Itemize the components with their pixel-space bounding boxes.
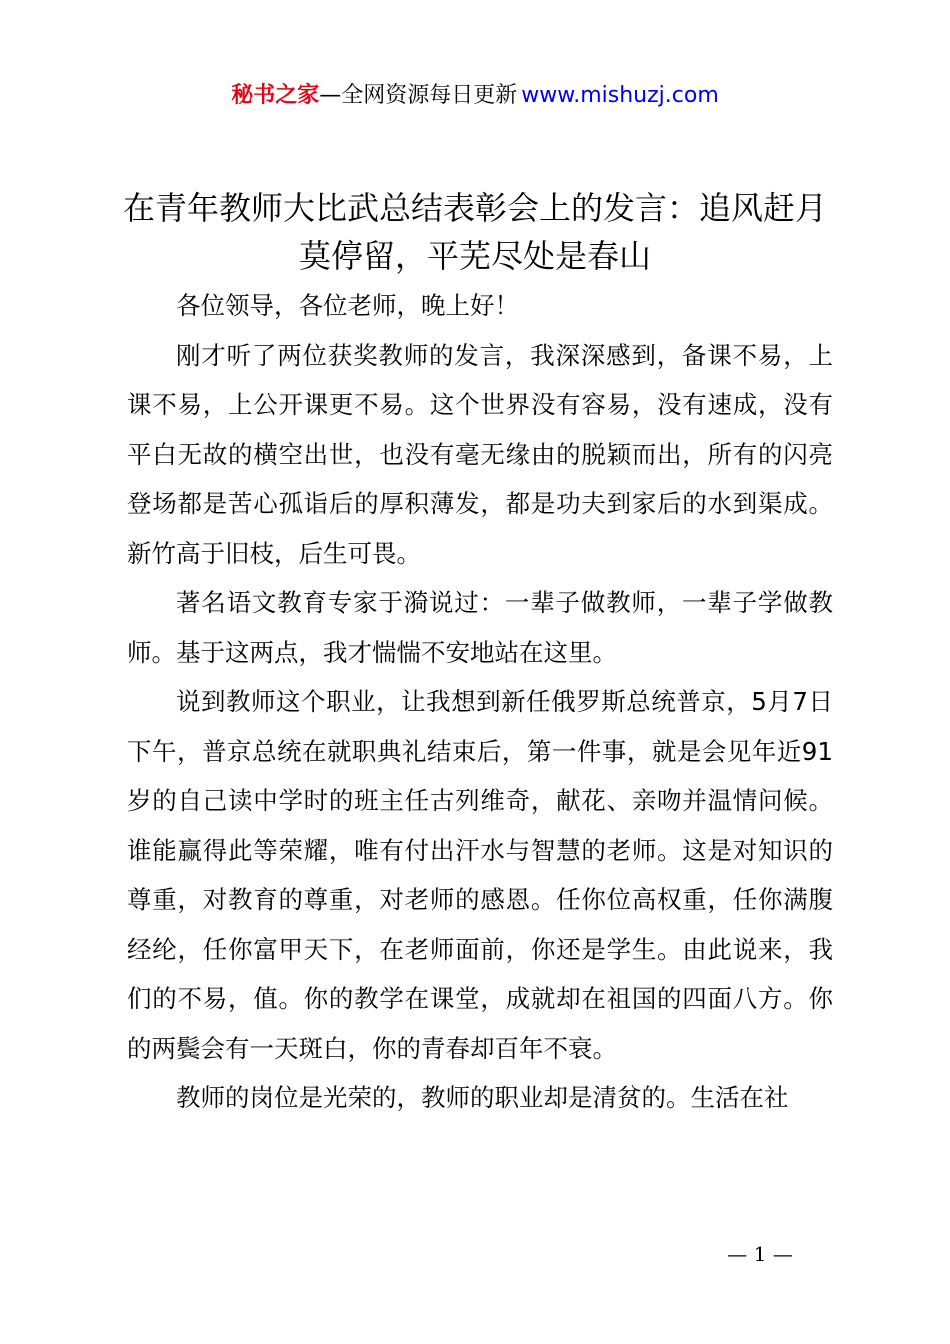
paragraph: 说到教师这个职业，让我想到新任俄罗斯总统普京，5月7日下午，普京总统在就职典礼结束后，第一件事，就是会见年近91岁的自己读中学时的班主任古列维奇，献花、亲吻并温情问候。谁能赢得此等荣耀，唯有付出汗水与智慧的老师。这是对知识的尊重，对教育的尊重，对老师的感恩。任你位高权重，任你满腹经纶，任你富甲天下，在老师面前，你还是学生。由此说来，我们的不易，值。你的教学在课堂，成就却在祖国的四面八方。你的两鬓会有一天斑白，你的青春却百年不衰。 <box>127 687 833 1063</box>
page-number: — 1 — <box>727 1242 793 1266</box>
paragraph: 刚才听了两位获奖教师的发言，我深深感到，备课不易，上课不易，上公开课更不易。这个世界没有容易，没有速成，没有平白无故的横空出世，也没有毫无缘由的脱颖而出，所有的闪亮登场都是苦心孤诣后的厚积薄发，都是功夫到家后的水到渠成。新竹高于旧枝，后生可畏。 <box>127 340 833 568</box>
paragraph-greeting: 各位领导，各位老师，晚上好！ <box>176 291 519 320</box>
document-title: 在青年教师大比武总结表彰会上的发言：追风赶月莫停留，平芜尽处是春山 <box>122 189 827 275</box>
header-tagline: —全网资源每日更新 <box>319 83 518 108</box>
document-body <box>127 281 833 1123</box>
site-header <box>0 80 950 112</box>
paragraph: 教师的岗位是光荣的，教师的职业却是清贫的。生活在社 <box>176 1083 789 1112</box>
paragraph: 著名语文教育专家于漪说过：一辈子做教师，一辈子学做教师。基于这两点，我才惴惴不安地站在这里。 <box>127 588 833 667</box>
brand-name: 秘书之家 <box>231 83 320 108</box>
site-url-link[interactable]: www.mishuzj.com <box>521 83 719 108</box>
